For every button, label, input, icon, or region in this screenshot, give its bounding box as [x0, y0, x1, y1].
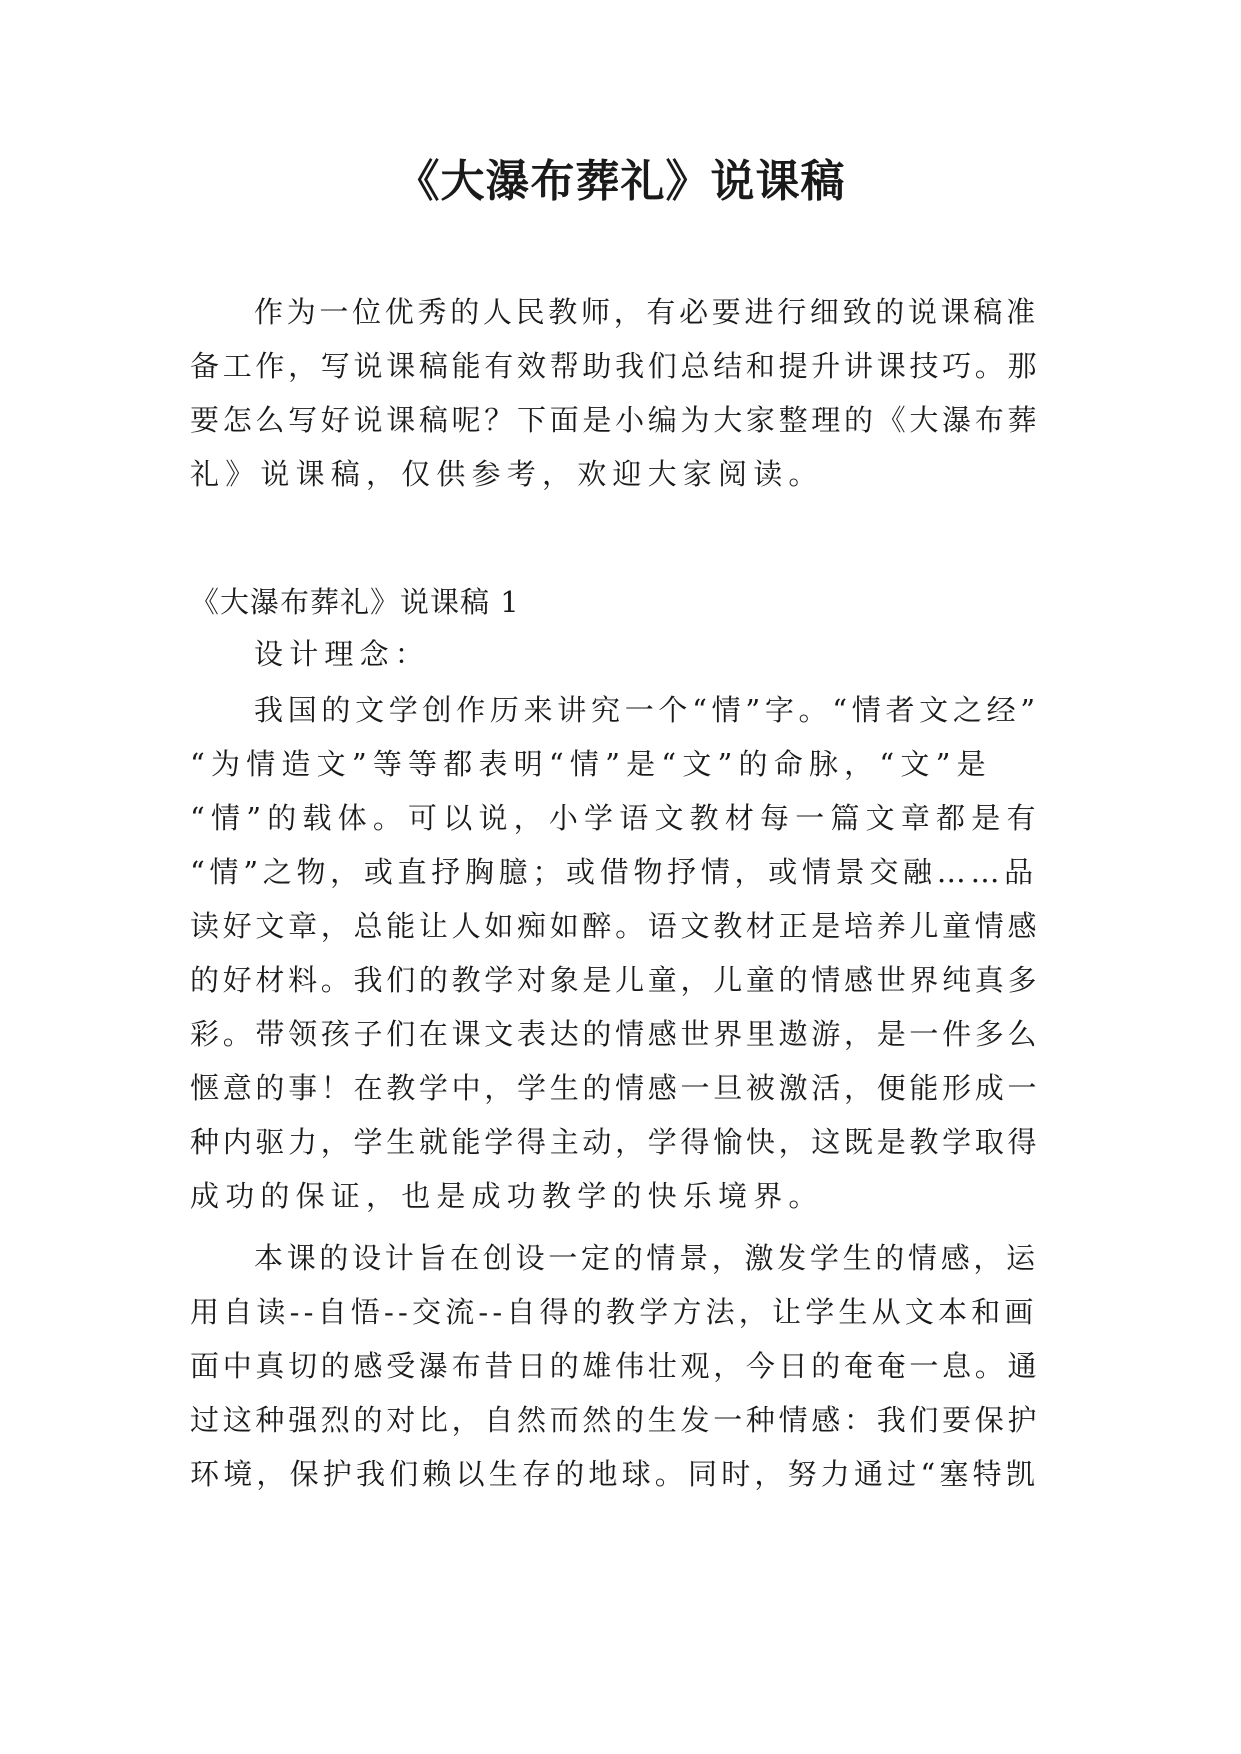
paragraph-line: 环境，保护我们赖以生存的地球。同时，努力通过“塞特凯 [190, 1457, 1040, 1491]
intro-line: 备工作，写说课稿能有效帮助我们总结和提升讲课技巧。那 [190, 349, 1041, 383]
subheading-design-concept: 设计理念： [254, 637, 431, 671]
paragraph-line: 的好材料。我们的教学对象是儿童，儿童的情感世界纯真多 [190, 963, 1041, 997]
paragraph-line: 我国的文学创作历来讲究一个“情”字。“情者文之经” [254, 693, 1040, 727]
paragraph-line: 本课的设计旨在创设一定的情景，激发学生的情感，运 [254, 1241, 1039, 1275]
paragraph-line: 面中真切的感受瀑布昔日的雄伟壮观，今日的奄奄一息。通 [190, 1349, 1041, 1383]
paragraph-line: “情”的载体。可以说，小学语文教材每一篇文章都是有 [190, 801, 1042, 835]
paragraph-line: 过这种强烈的对比，自然而然的生发一种情感：我们要保护 [190, 1403, 1041, 1437]
paragraph-line: 彩。带领孩子们在课文表达的情感世界里遨游，是一件多么 [190, 1017, 1041, 1051]
paragraph-line: 惬意的事！在教学中，学生的情感一旦被激活，便能形成一 [190, 1071, 1041, 1105]
paragraph-line: 用自读--自悟--交流--自得的教学方法，让学生从文本和画 [190, 1295, 1038, 1329]
paragraph-line: 读好文章，总能让人如痴如醉。语文教材正是培养儿童情感 [190, 909, 1041, 943]
intro-line: 礼》说课稿，仅供参考，欢迎大家阅读。 [190, 457, 824, 491]
paragraph-line: “为情造文”等等都表明“情”是“文”的命脉，“文”是 [190, 747, 992, 781]
section-title: 《大瀑布葬礼》说课稿 1 [190, 585, 520, 619]
paragraph-line: “情”之物，或直抒胸臆；或借物抒情，或情景交融……品 [190, 855, 1038, 889]
intro-line: 要怎么写好说课稿呢？下面是小编为大家整理的《大瀑布葬 [190, 403, 1041, 437]
intro-line: 作为一位优秀的人民教师，有必要进行细致的说课稿准 [254, 295, 1039, 329]
paragraph-line: 成功的保证，也是成功教学的快乐境界。 [190, 1179, 824, 1213]
document-title: 《大瀑布葬礼》说课稿 [395, 156, 846, 207]
paragraph-line: 种内驱力，学生就能学得主动，学得愉快，这既是教学取得 [190, 1125, 1041, 1159]
